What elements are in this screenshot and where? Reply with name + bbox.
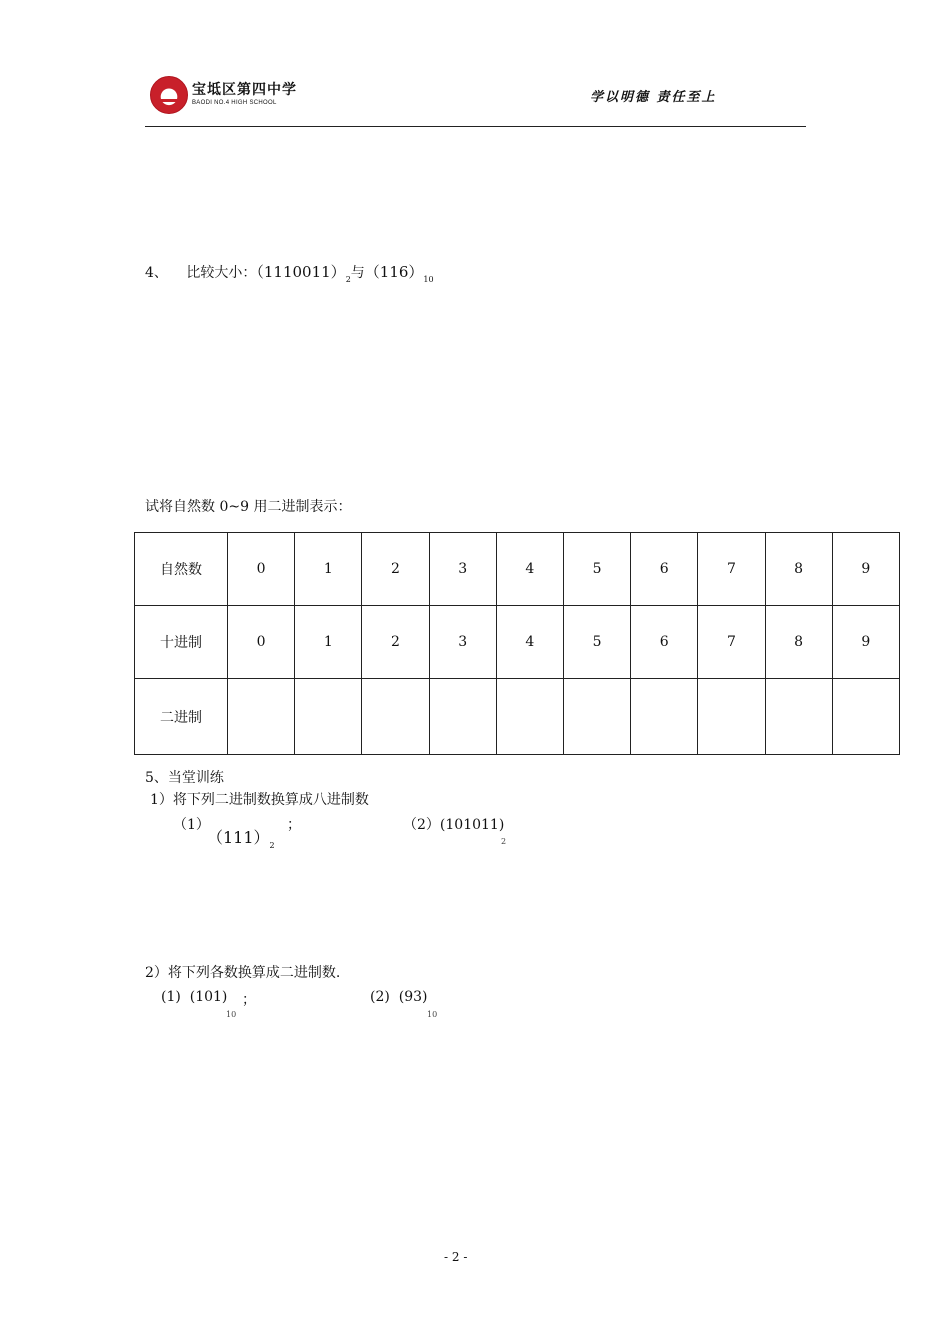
part2-instruction: 2）将下列各数换算成二进制数. — [145, 965, 341, 981]
connector-text: 与 — [350, 265, 365, 281]
table-cell: 6 — [631, 533, 698, 606]
table-cell: 4 — [496, 606, 563, 679]
part1-item2-base: 2 — [501, 837, 507, 846]
decimal-base: 10 — [423, 275, 434, 284]
part1-item2 — [403, 814, 504, 834]
item-label: (1) — [161, 989, 181, 1005]
item-label: (2) — [370, 989, 390, 1005]
table-cell: 5 — [563, 606, 630, 679]
table-cell: 9 — [832, 533, 899, 606]
part2-item1 — [161, 989, 227, 1005]
table-cell: 3 — [429, 533, 496, 606]
table-cell: 3 — [429, 606, 496, 679]
table-cell: 9 — [832, 606, 899, 679]
question-5-title: 5、当堂训练 — [145, 770, 224, 786]
part1-item1-label: （1） — [173, 817, 210, 833]
answer-cell[interactable] — [496, 679, 563, 755]
table-cell: 8 — [765, 606, 832, 679]
table-row-binary — [135, 679, 900, 755]
table-cell: 7 — [698, 533, 765, 606]
table-intro: 试将自然数 0~9 用二进制表示： — [145, 499, 352, 515]
part1-instruction: 1）将下列二进制数换算成八进制数 — [150, 792, 369, 808]
part1-item1-value — [207, 825, 275, 848]
answer-cell[interactable] — [228, 679, 295, 755]
answer-cell[interactable] — [631, 679, 698, 755]
row-label: 自然数 — [135, 533, 228, 606]
table-cell: 2 — [362, 533, 429, 606]
decimal-value: (93) — [398, 989, 428, 1005]
part1-item1-separator: ； — [287, 817, 301, 833]
answer-cell[interactable] — [832, 679, 899, 755]
decimal-value: （116） — [364, 263, 424, 281]
question-number: 4、 — [145, 265, 168, 281]
part2-item1-base: 10 — [226, 1010, 237, 1019]
answer-cell[interactable] — [765, 679, 832, 755]
answer-cell[interactable] — [698, 679, 765, 755]
row-label: 二进制 — [135, 679, 228, 755]
binary-value: （1110011） — [256, 263, 346, 281]
question-4 — [145, 261, 434, 282]
question-prompt: 比较大小： — [186, 265, 257, 281]
conversion-table — [134, 532, 900, 755]
binary-base: 2 — [269, 841, 275, 850]
binary-value: （111） — [207, 828, 270, 847]
table-cell: 2 — [362, 606, 429, 679]
row-label: 十进制 — [135, 606, 228, 679]
school-name-cn: 宝坻区第四中学 — [192, 82, 297, 98]
binary-value: (101011) — [439, 817, 505, 833]
table-cell: 1 — [295, 606, 362, 679]
part2-item2 — [370, 989, 428, 1005]
table-cell: 0 — [228, 606, 295, 679]
answer-cell[interactable] — [295, 679, 362, 755]
table-cell: 0 — [228, 533, 295, 606]
page-number: - 2 - — [444, 1250, 468, 1264]
school-logo — [150, 76, 188, 114]
table-row-natural — [135, 533, 900, 606]
table-cell: 7 — [698, 606, 765, 679]
table-row-decimal — [135, 606, 900, 679]
school-name-en: BAODI NO.4 HIGH SCHOOL — [192, 100, 277, 106]
answer-cell[interactable] — [563, 679, 630, 755]
school-motto: 学以明德 责任至上 — [590, 90, 717, 105]
table-cell: 4 — [496, 533, 563, 606]
part2-item2-base: 10 — [427, 1010, 438, 1019]
binary-base: 2 — [345, 275, 351, 284]
answer-cell[interactable] — [362, 679, 429, 755]
answer-cell[interactable] — [429, 679, 496, 755]
part2-item1-separator: ； — [242, 992, 256, 1008]
table-cell: 6 — [631, 606, 698, 679]
table-cell: 1 — [295, 533, 362, 606]
item-label: （2） — [403, 817, 440, 833]
table-cell: 8 — [765, 533, 832, 606]
header-divider — [145, 126, 806, 127]
table-cell: 5 — [563, 533, 630, 606]
decimal-value: (101) — [189, 989, 228, 1005]
